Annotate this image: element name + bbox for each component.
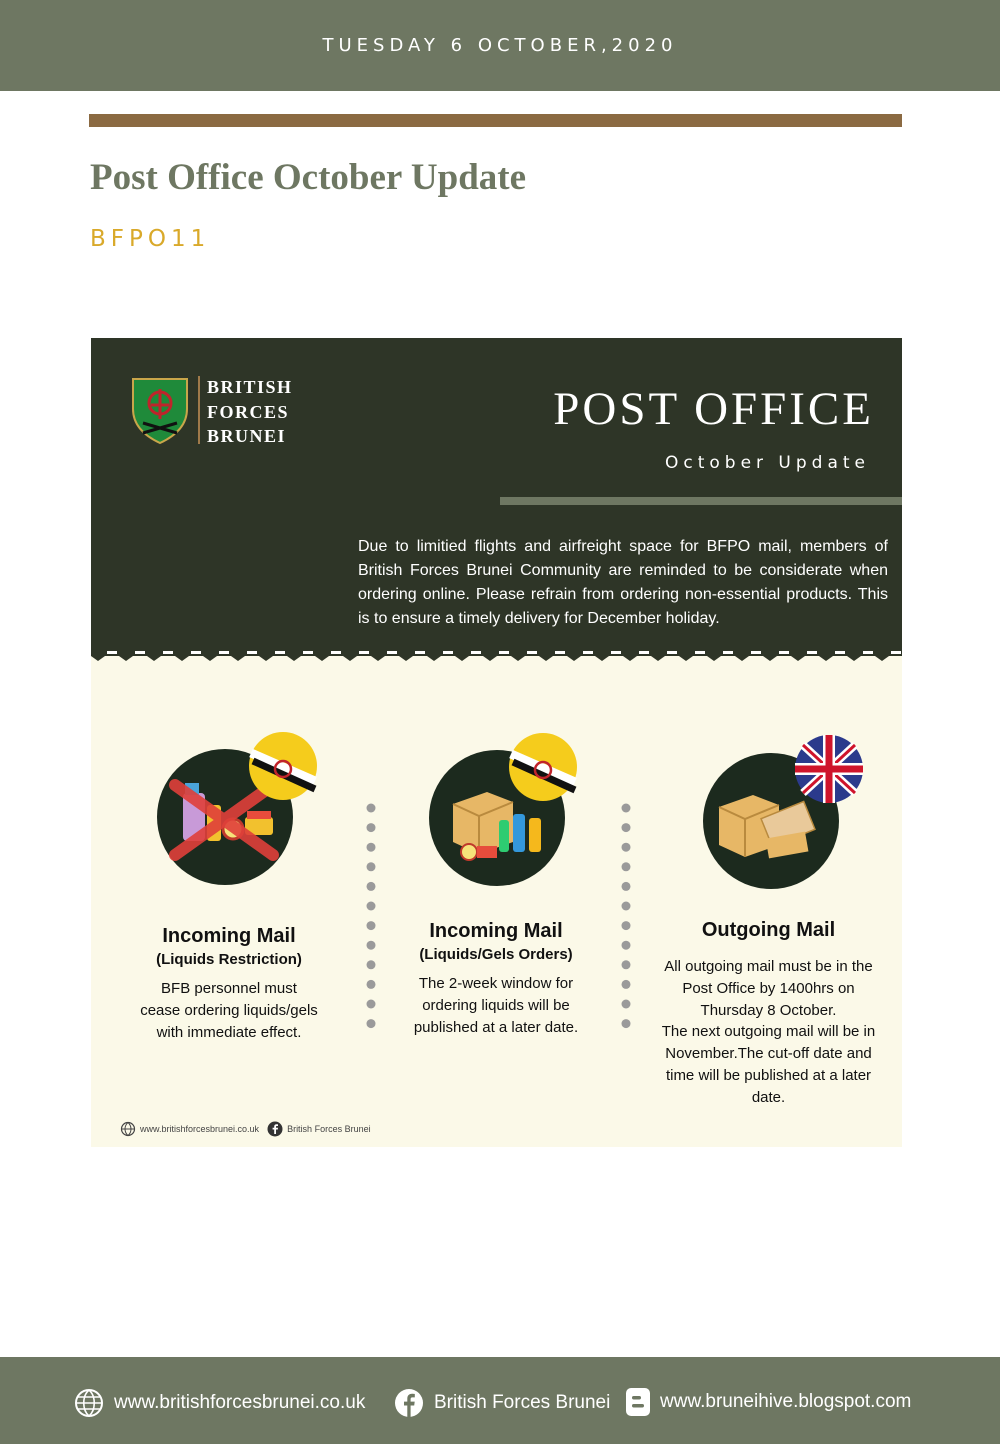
separator-dot xyxy=(367,1019,376,1028)
brand-divider xyxy=(198,376,200,444)
column-subheading: (Liquids Restriction) xyxy=(156,951,302,968)
zigzag-dash xyxy=(471,651,481,654)
poster-facebook[interactable]: British Forces Brunei xyxy=(287,1124,371,1134)
outgoing-mail xyxy=(656,918,881,1109)
blog-link[interactable] xyxy=(626,1388,911,1416)
zigzag-dash xyxy=(303,651,313,654)
poster-website[interactable]: www.britishforcesbrunei.co.uk xyxy=(140,1124,260,1134)
facebook-icon xyxy=(394,1388,424,1418)
zigzag-dash xyxy=(611,651,621,654)
separator-dot xyxy=(367,921,376,930)
zigzag-dash xyxy=(359,651,369,654)
poster-title-rule xyxy=(500,497,902,505)
separator-dot xyxy=(367,902,376,911)
zigzag-dash xyxy=(863,651,873,654)
blog-url[interactable]: www.bruneihive.blogspot.com xyxy=(660,1391,912,1412)
zigzag-dash xyxy=(135,651,145,654)
zigzag-dash xyxy=(219,651,229,654)
zigzag-dash xyxy=(695,651,705,654)
zigzag-dash xyxy=(891,651,901,654)
column-body: The next outgoing mail will be in November.The cut-off date and time will be published at a later date. xyxy=(661,1023,876,1106)
zigzag-dash xyxy=(275,651,285,654)
column-body: BFB personnel must cease ordering liquids/gels with immediate effect. xyxy=(140,980,318,1041)
publish-date: TUESDAY 6 OCTOBER,2020 xyxy=(322,35,678,56)
column-subheading: (Liquids/Gels Orders) xyxy=(419,946,573,963)
facebook-name[interactable]: British Forces Brunei xyxy=(434,1392,611,1413)
column-heading: Outgoing Mail xyxy=(701,919,836,941)
page-title: Post Office October Update xyxy=(90,157,527,198)
brand-name xyxy=(207,375,293,449)
column-heading: Incoming Mail xyxy=(162,925,296,947)
separator-dot xyxy=(367,804,376,813)
zigzag-dash xyxy=(191,651,201,654)
zigzag-dash xyxy=(443,651,453,654)
separator-dot xyxy=(622,804,631,813)
top-bar xyxy=(0,0,1000,91)
incoming-mail-orders xyxy=(398,919,594,1038)
facebook-link[interactable] xyxy=(394,1388,610,1418)
outgoing-mail-icon xyxy=(701,731,871,889)
separator-dot xyxy=(367,862,376,871)
separator-dot xyxy=(622,941,631,950)
zigzag-edge xyxy=(91,649,902,663)
zigzag-dash xyxy=(415,651,425,654)
zigzag-dash xyxy=(107,651,117,654)
post-office-poster xyxy=(91,338,902,1147)
separator-dot xyxy=(622,902,631,911)
brand-line-2: FORCES xyxy=(207,401,290,422)
zigzag-dash xyxy=(527,651,537,654)
facebook-icon xyxy=(267,1121,283,1137)
separator-dot xyxy=(622,1019,631,1028)
column-body: All outgoing mail must be in the Post Office by 1400hrs on Thursday 8 October. xyxy=(664,958,873,1019)
bottom-bar xyxy=(0,1357,1000,1444)
separator-dot xyxy=(622,843,631,852)
zigzag-dash xyxy=(555,651,565,654)
separator-dot xyxy=(622,862,631,871)
separator-dot xyxy=(367,882,376,891)
zigzag-dash xyxy=(247,651,257,654)
zigzag-dash xyxy=(331,651,341,654)
poster-intro: Due to limitied flights and airfreight space for BFPO mail, members of British Forces Brunei Community are reminded to be considerate when ordering online. Please refrain from ordering non-essential products. This is to ensure a timely delivery for December holiday. xyxy=(358,538,888,627)
crest-icon xyxy=(129,375,191,445)
category-tag: BFPO11 xyxy=(90,226,211,252)
zigzag-dash xyxy=(807,651,817,654)
separator-dot xyxy=(367,823,376,832)
separator-dot xyxy=(622,980,631,989)
poster-subtitle: October Update xyxy=(664,453,870,473)
zigzag-dash xyxy=(723,651,733,654)
separator-dot xyxy=(367,941,376,950)
separator-dot xyxy=(622,823,631,832)
column-separator-2 xyxy=(618,802,634,1032)
zigzag-dash xyxy=(583,651,593,654)
liquids-restricted-icon xyxy=(155,731,325,887)
globe-icon xyxy=(120,1121,136,1137)
zigzag-dash xyxy=(387,651,397,654)
zigzag-dash xyxy=(639,651,649,654)
zigzag-dash xyxy=(499,651,509,654)
separator-dot xyxy=(622,1000,631,1009)
column-separator-1 xyxy=(363,802,379,1032)
zigzag-dash xyxy=(163,651,173,654)
zigzag-dash xyxy=(835,651,845,654)
separator-dot xyxy=(367,980,376,989)
separator-dot xyxy=(622,921,631,930)
website-url[interactable]: www.britishforcesbrunei.co.uk xyxy=(114,1392,366,1413)
poster-footer xyxy=(120,1121,371,1137)
separator-dot xyxy=(367,960,376,969)
brand-line-3: BRUNEI xyxy=(207,426,287,446)
separator-dot xyxy=(367,1000,376,1009)
poster-title: POST OFFICE xyxy=(553,383,874,435)
liquids-orders-icon xyxy=(427,732,597,888)
blogger-icon xyxy=(626,1388,650,1416)
separator-dot xyxy=(622,882,631,891)
brand-line-1: BRITISH xyxy=(207,377,293,397)
website-link[interactable] xyxy=(74,1388,365,1418)
zigzag-dash xyxy=(751,651,761,654)
zigzag-dash xyxy=(779,651,789,654)
zigzag-dash xyxy=(667,651,677,654)
globe-icon xyxy=(74,1388,104,1418)
column-body: The 2-week window for ordering liquids will be published at a later date. xyxy=(413,975,579,1036)
header-rule xyxy=(89,114,902,127)
incoming-mail-restriction xyxy=(140,924,318,1043)
column-heading: Incoming Mail xyxy=(429,920,563,942)
separator-dot xyxy=(367,843,376,852)
separator-dot xyxy=(622,960,631,969)
